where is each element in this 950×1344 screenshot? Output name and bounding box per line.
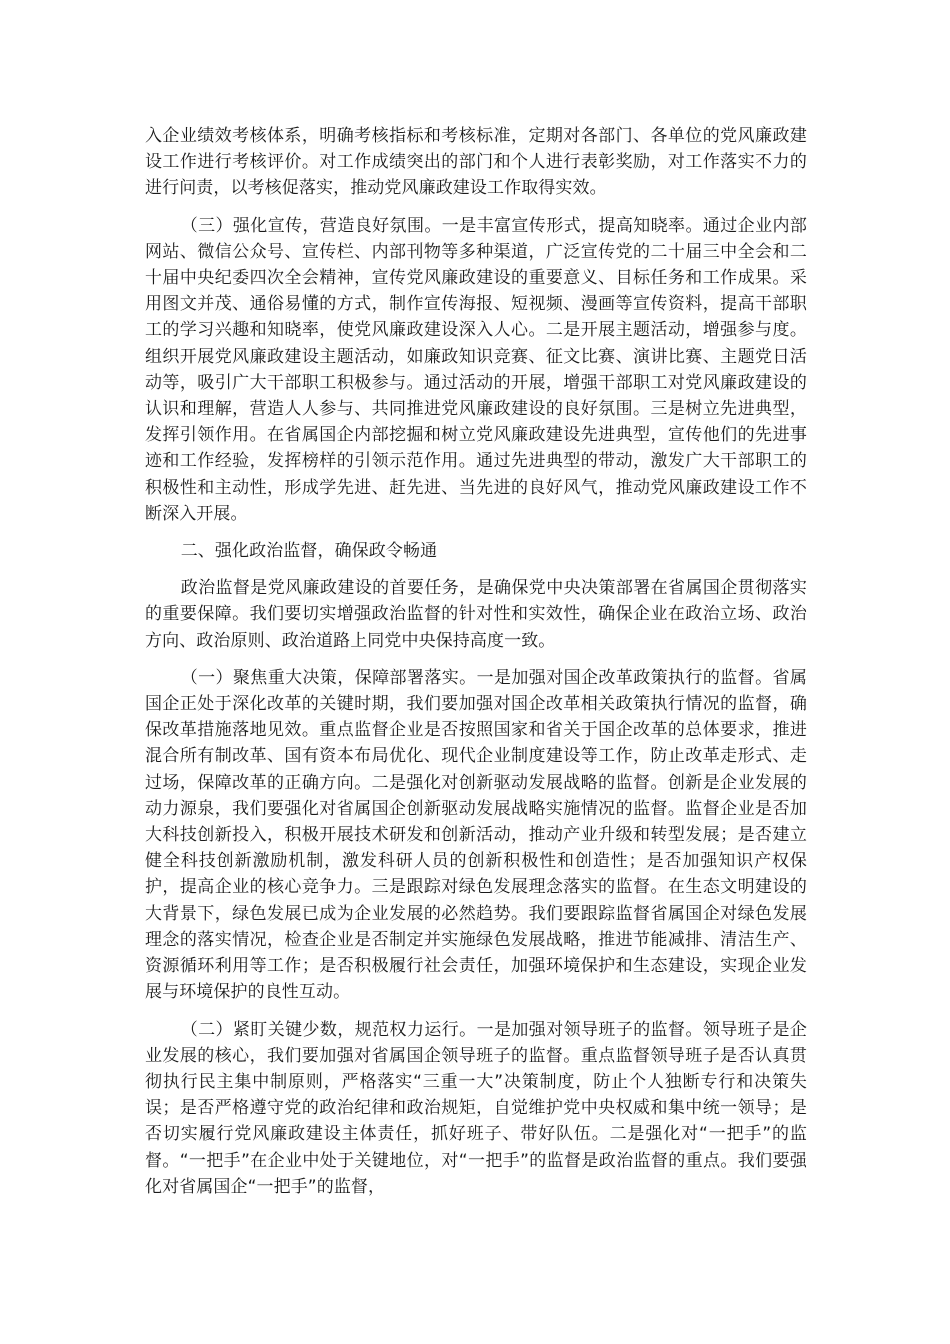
section-heading-political-supervision: 二、强化政治监督，确保政令畅通 — [180, 541, 438, 562]
document-body — [145, 123, 807, 1211]
paragraph-section-3-publicity: （三）强化宣传，营造良好氛围。一是丰富宣传形式，提高知晓率。通过企业内部网站、微信公众号、宣传栏、内部刊物等多种渠道，广泛宣传党的二十届三中全会和二十届中央纪委四次全会精神，宣传党风廉政建设的重要意义、目标任务和工作成果。采用图文并茂、通俗易懂的方式，制作宣传海报、短视频、漫画等宣传资料，提高干部职工的学习兴趣和知晓率，使党风廉政建设深入人心。二是开展主题活动，增强参与度。组织开展党风廉政建设主题活动，如廉政知识竞赛、征文比赛、演讲比赛、主题党日活动等，吸引广大干部职工积极参与。通过活动的开展，增强干部职工对党风廉政建设的认识和理解，营造人人参与、共同推进党风廉政建设的良好氛围。三是树立先进典型，发挥引领作用。在省属国企内部挖掘和树立党风廉政建设先进典型，宣传他们的先进事迹和工作经验，发挥榜样的引领示范作用。通过先进典型的带动，激发广大干部职工的积极性和主动性，形成学先进、赶先进、当先进的良好风气，推动党风廉政建设工作不断深入开展。 — [145, 215, 807, 524]
paragraph-section-2-key-minority: （二）紧盯关键少数，规范权力运行。一是加强对领导班子的监督。领导班子是企业发展的核心，我们要加强对省属国企领导班子的监督。重点监督领导班子是否认真贯彻执行民主集中制原则，严格落实“三重一大”决策制度，防止个人独断专行和决策失误；是否严格遵守党的政治纪律和政治规矩，自觉维护党中央权威和集中统一领导；是否切实履行党风廉政建设主体责任，抓好班子、带好队伍。二是强化对“一把手”的监督。“一把手”在企业中处于关键地位，对“一把手”的监督是政治监督的重点。我们要强化对省属国企“一把手”的监督， — [145, 1019, 807, 1197]
paragraph-continuation: 入企业绩效考核体系，明确考核指标和考核标准，定期对各部门、各单位的党风廉政建设工作进行考核评价。对工作成绩突出的部门和个人进行表彰奖励，对工作落实不力的进行问责，以考核促落实，推动党风廉政建设工作取得实效。 — [145, 126, 807, 199]
paragraph-section-1-major-decisions: （一）聚焦重大决策，保障部署落实。一是加强对国企改革政策执行的监督。省属国企正处于深化改革的关键时期，我们要加强对国企改革相关政策执行情况的监督，确保改革措施落地见效。重点监督企业是否按照国家和省关于国企改革的总体要求，推进混合所有制改革、国有资本布局优化、现代企业制度建设等工作，防止改革走形式、走过场，保障改革的正确方向。二是强化对创新驱动发展战略的监督。创新是企业发展的动力源泉，我们要强化对省属国企创新驱动发展战略实施情况的监督。监督企业是否加大科技创新投入，积极开展技术研发和创新活动，推动产业升级和转型发展；是否建立健全科技创新激励机制，激发科研人员的创新积极性和创造性；是否加强知识产权保护，提高企业的核心竞争力。三是跟踪对绿色发展理念落实的监督。在生态文明建设的大背景下，绿色发展已成为企业发展的必然趋势。我们要跟踪监督省属国企对绿色发展理念的落实情况，检查企业是否制定并实施绿色发展战略，推进节能减排、清洁生产、资源循环利用等工作；是否积极履行社会责任，加强环境保护和生态建设，实现企业发展与环境保护的良性互动。 — [145, 667, 807, 1003]
paragraph-political-supervision-intro: 政治监督是党风廉政建设的首要任务，是确保党中央决策部署在省属国企贯彻落实的重要保障。我们要切实增强政治监督的针对性和实效性，确保企业在政治立场、政治方向、政治原则、政治道路上同党中央保持高度一致。 — [145, 578, 807, 651]
